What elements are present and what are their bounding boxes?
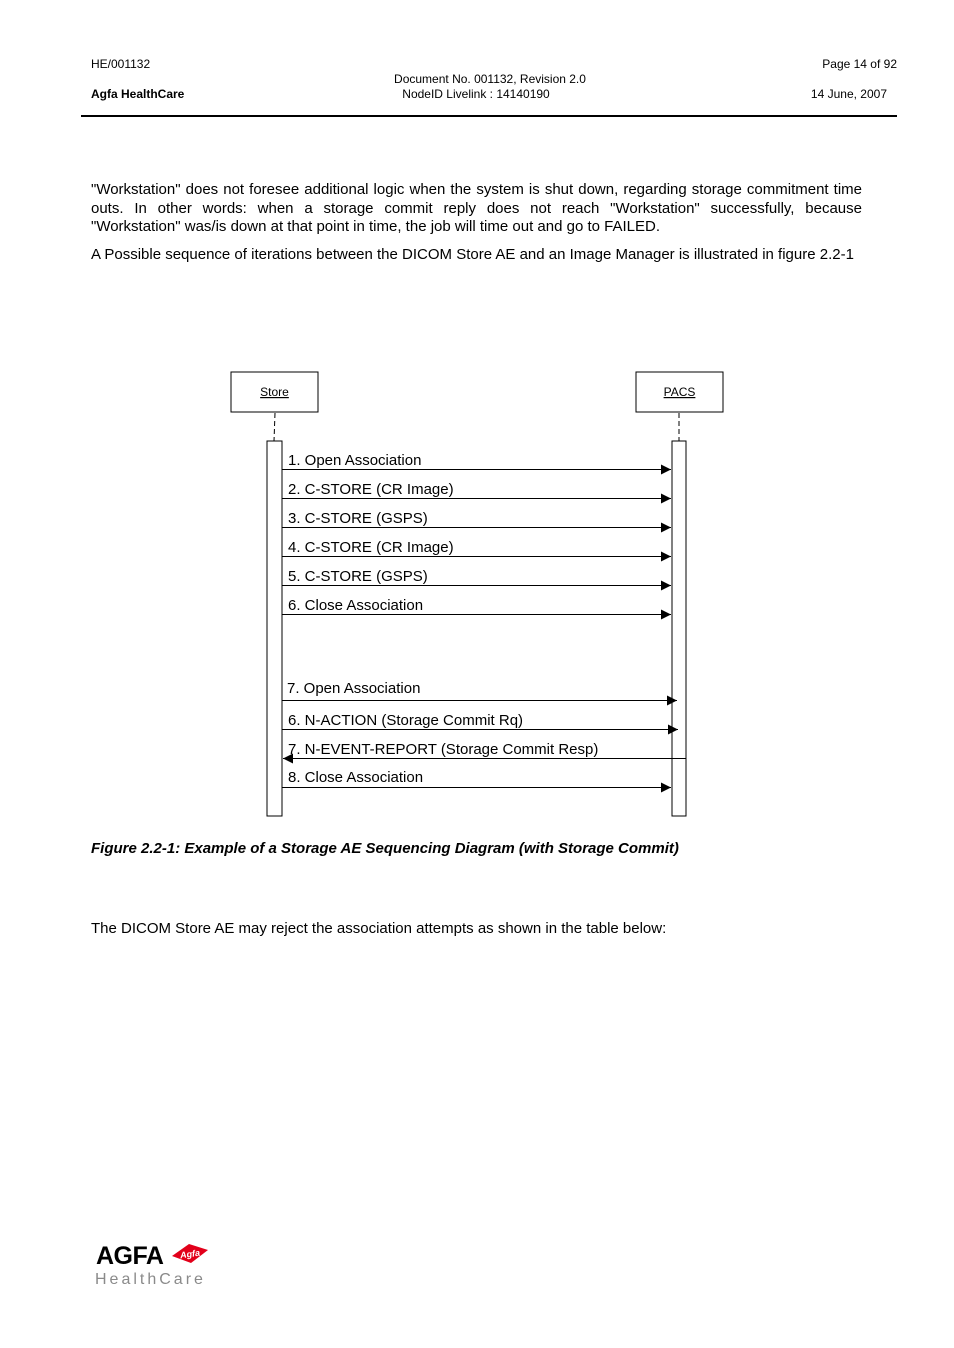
message-7 (282, 680, 677, 701)
message-8 (282, 712, 678, 730)
agfa-badge-icon (172, 1244, 208, 1263)
doc-date: 14 June, 2007 (810, 87, 887, 101)
logo-wordmark: AGFA (96, 1242, 164, 1270)
store-activation-bar (267, 441, 282, 816)
paragraph-reject-intro: The DICOM Store AE may reject the association attempts as shown in the table below: (91, 920, 667, 937)
doc-number: Document No. 001132, Revision 2.0 (394, 72, 586, 86)
svg-text:4. C-STORE (CR Image): 4. C-STORE (CR Image) (288, 539, 454, 556)
logo-subline: HealthCare (95, 1271, 206, 1288)
message-6 (282, 597, 671, 615)
svg-text:3. C-STORE (GSPS): 3. C-STORE (GSPS) (288, 510, 428, 527)
svg-text:5. C-STORE (GSPS): 5. C-STORE (GSPS) (288, 568, 428, 585)
paragraph-sequence-intro: A Possible sequence of iterations between the DICOM Store AE and an Image Manager is illustrated in figure 2.2-1 (91, 246, 854, 263)
svg-text:7. N-EVENT-REPORT (Storage Com: 7. N-EVENT-REPORT (Storage Commit Resp) (288, 741, 599, 758)
svg-text:Agfa: Agfa (179, 1247, 201, 1261)
figure-caption: Figure 2.2-1: Example of a Storage AE Sequencing Diagram (with Storage Commit) (91, 840, 679, 857)
svg-text:8. Close Association: 8. Close Association (288, 769, 424, 786)
pacs-activation-bar (672, 441, 686, 816)
svg-text:6. Close Association: 6. Close Association (288, 597, 424, 614)
page-number: Page 14 of 92 (822, 57, 897, 71)
message-9 (283, 741, 686, 759)
message-5 (282, 568, 671, 586)
node-id: NodeID Livelink : 14140190 (402, 87, 550, 101)
doc-ref: HE/001132 (91, 57, 151, 71)
svg-text:1. Open Association: 1. Open Association (288, 452, 422, 469)
agfa-healthcare-logo (94, 1240, 224, 1290)
message-2 (282, 481, 671, 499)
svg-text:6. N-ACTION (Storage Commit Rq: 6. N-ACTION (Storage Commit Rq) (288, 712, 524, 729)
svg-text:2. C-STORE (CR Image): 2. C-STORE (CR Image) (288, 481, 454, 498)
store-actor-label: Store (260, 385, 289, 399)
store-lifeline (274, 413, 275, 441)
message-1 (282, 452, 671, 470)
company-name: Agfa HealthCare (91, 87, 185, 101)
svg-text:7. Open Association: 7. Open Association (287, 680, 421, 697)
message-4 (282, 539, 671, 557)
message-10 (282, 769, 671, 788)
message-3 (282, 510, 671, 528)
pacs-actor-label: PACS (663, 385, 696, 399)
paragraph-storage-commitment: "Workstation" does not foresee additional logic when the system is shut down, regarding storage commitment time outs. In other words: when a storage commit reply does not reach "Workstation" successfully, because "Workstation" was/is down at that point in time, the job will time out and go to FAILED. (91, 181, 862, 235)
